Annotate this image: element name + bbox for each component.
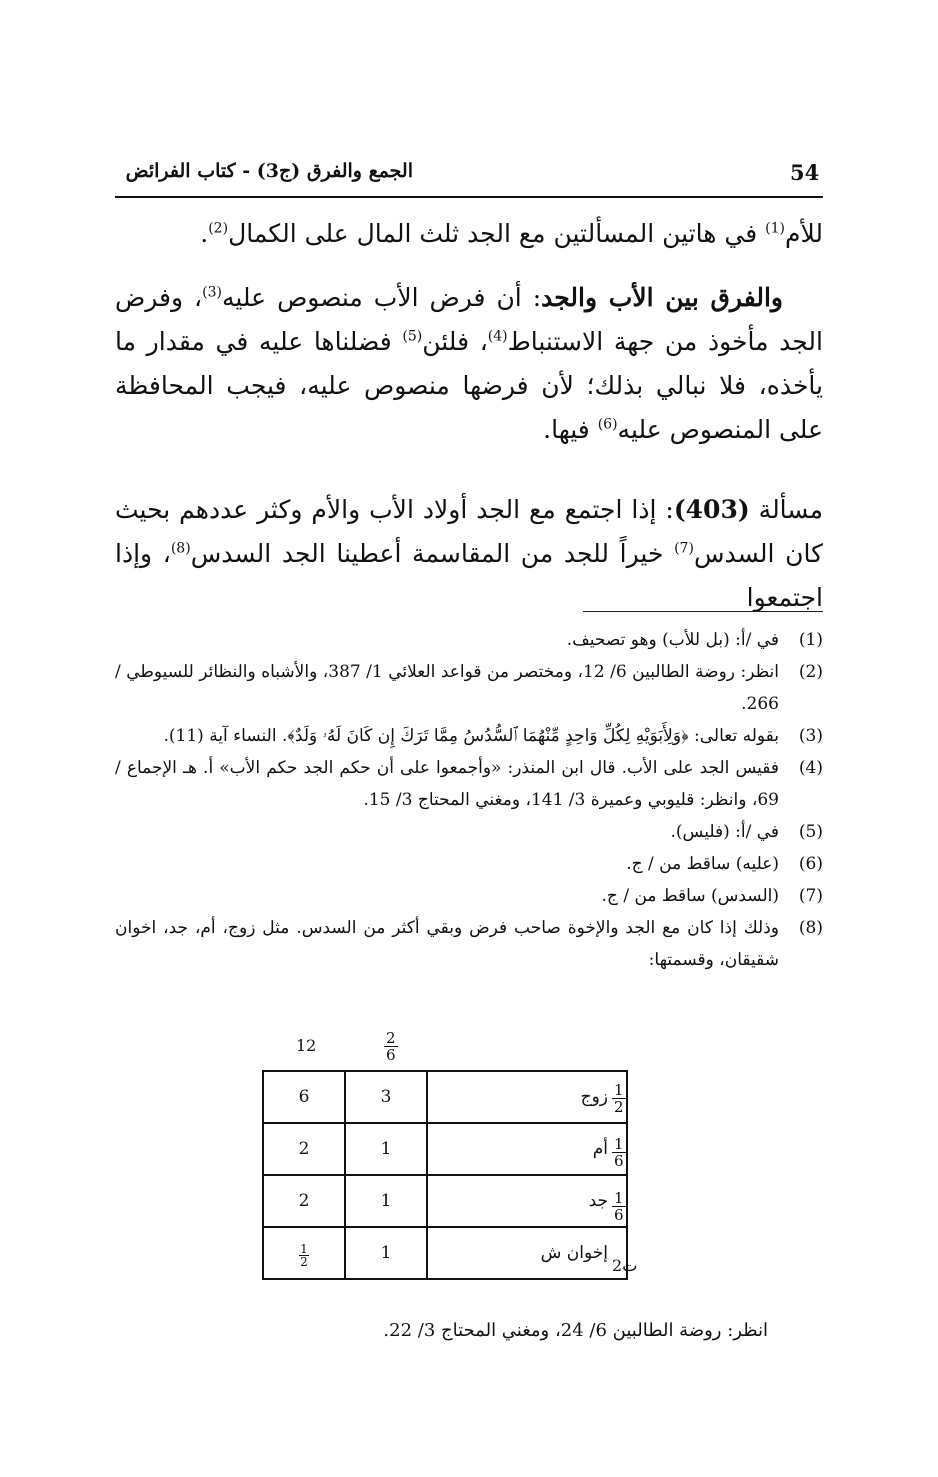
footnote-ref-6: (6) bbox=[597, 416, 618, 433]
footnote-text: بقوله تعالى: ﴿وَلِأَبَوَيْهِ لِكُلِّ وَاحِدٍ مِّنْهُمَا ٱلسُّدُسُ مِمَّا تَرَكَ إِن كَانَ لَهُۥ وَلَدٌ﴾. النساء آية (11). bbox=[163, 726, 779, 746]
footnote bbox=[115, 624, 823, 656]
p1-text-3: . bbox=[200, 219, 209, 248]
page-number: 54 bbox=[790, 160, 820, 185]
footnote-ref-5: (5) bbox=[402, 328, 423, 345]
footnote-ref-2: (2) bbox=[208, 220, 229, 237]
row-fraction bbox=[612, 1082, 626, 1115]
p2-text-3: ، فلئن bbox=[422, 327, 488, 356]
fraction-denominator: 6 bbox=[614, 1152, 624, 1170]
p3-text-1: : إذا اجتمع مع الجد أولاد الأب والأم وكثر عددهم بحيث كان السدس bbox=[115, 495, 823, 568]
heir-cell: جد bbox=[427, 1175, 627, 1227]
heir-cell: زوج bbox=[427, 1071, 627, 1123]
fraction-numerator: 1 bbox=[614, 1135, 624, 1153]
shares-cell: 1 bbox=[345, 1123, 427, 1175]
row-fraction bbox=[612, 1190, 626, 1223]
footnote-separator bbox=[583, 611, 823, 612]
shares-cell: 1 bbox=[345, 1227, 427, 1279]
heir-cell: أم bbox=[427, 1123, 627, 1175]
row-side-label: ت2 bbox=[612, 1256, 638, 1275]
footnote-text: (السدس) ساقط من / ج. bbox=[601, 886, 779, 906]
footnote-number: (1) bbox=[798, 630, 823, 650]
footnote bbox=[115, 912, 823, 976]
base-total: 12 bbox=[296, 1036, 317, 1055]
footnote bbox=[115, 848, 823, 880]
p1-text-1: للأم bbox=[784, 219, 823, 248]
fraction-numerator: 1 bbox=[614, 1081, 624, 1099]
p3-text-3: ، وإذا اجتمعوا bbox=[115, 539, 823, 612]
footnote-number: (6) bbox=[798, 854, 823, 874]
table-row bbox=[263, 1123, 627, 1175]
division-table bbox=[262, 1070, 628, 1280]
footnote-ref-8: (8) bbox=[170, 540, 191, 557]
table-row bbox=[263, 1227, 627, 1279]
footnote-text: (عليه) ساقط من / ج. bbox=[626, 854, 779, 874]
footnote-number: (3) bbox=[798, 726, 823, 746]
footnote bbox=[115, 656, 823, 720]
footnote bbox=[115, 752, 823, 816]
p1-text-2: في هاتين المسألتين مع الجد ثلث المال على الكمال bbox=[228, 219, 766, 248]
p2-heading: والفرق بين الأب والجد bbox=[541, 283, 783, 312]
fraction-numerator: 1 bbox=[614, 1189, 624, 1207]
fraction-denominator: 6 bbox=[614, 1206, 624, 1224]
total-cell: 2 bbox=[263, 1175, 345, 1227]
footnote-number: (2) bbox=[798, 662, 823, 682]
total-cell: 6 bbox=[263, 1071, 345, 1123]
base-fraction bbox=[384, 1030, 398, 1063]
p3-text-0: مسألة bbox=[749, 495, 823, 524]
footnote bbox=[115, 720, 823, 752]
heir-cell: إخوان ش bbox=[427, 1227, 627, 1279]
footnote-text: انظر: روضة الطالبين 6/ 12، ومختصر من قواعد العلائي 1/ 387، والأشباه والنظائر للسيوطي / 266. bbox=[115, 662, 779, 714]
fraction-numerator: 1 bbox=[300, 1242, 308, 1256]
total-cell: 2 bbox=[263, 1123, 345, 1175]
p2-text-4: فضلناها عليه في مقدار ما يأخذه، فلا نبالي بذلك؛ لأن فرضها منصوص عليه، فيجب المحافظة على المنصوص عليه bbox=[115, 327, 823, 444]
paragraph-3 bbox=[115, 488, 823, 620]
total-cell bbox=[263, 1227, 345, 1279]
shares-cell: 1 bbox=[345, 1175, 427, 1227]
footnote bbox=[115, 880, 823, 912]
row-fraction bbox=[612, 1136, 626, 1169]
footnote-number: (4) bbox=[798, 758, 823, 778]
header-rule bbox=[115, 196, 823, 198]
table-row bbox=[263, 1175, 627, 1227]
footnote-number: (7) bbox=[798, 886, 823, 906]
fraction-numerator: 2 bbox=[386, 1029, 396, 1047]
p2-text-2: ، وفرض الجد مأخوذ من جهة الاستنباط bbox=[115, 283, 823, 356]
p2-text-1: : أن فرض الأب منصوص عليه bbox=[221, 283, 542, 312]
footnote-number: (5) bbox=[798, 822, 823, 842]
fraction-denominator: 6 bbox=[386, 1046, 396, 1064]
fraction-denominator: 2 bbox=[300, 1255, 308, 1269]
inheritance-division bbox=[262, 1030, 662, 1300]
footnote-ref-4: (4) bbox=[487, 328, 508, 345]
running-title: الجمع والفرق (ج3) - كتاب الفرائض bbox=[125, 160, 413, 182]
paragraph-1 bbox=[115, 212, 823, 256]
problem-number: (403) bbox=[673, 495, 750, 524]
footnote-ref-3: (3) bbox=[202, 284, 222, 301]
footnotes bbox=[115, 624, 823, 976]
p2-text-5: فيها. bbox=[543, 415, 598, 444]
footnote-ref-7: (7) bbox=[674, 540, 694, 557]
table-source: انظر: روضة الطالبين 6/ 24، ومغني المحتاج 3/ 22. bbox=[383, 1320, 768, 1341]
footnote bbox=[115, 816, 823, 848]
footnote-text: في /أ: (فليس). bbox=[670, 822, 779, 842]
footnote-number: (8) bbox=[798, 918, 823, 938]
p3-text-2: خيراً للجد من المقاسمة أعطينا الجد السدس bbox=[190, 539, 675, 568]
total-fraction bbox=[299, 1243, 309, 1268]
paragraph-2 bbox=[115, 276, 823, 452]
table-row bbox=[263, 1071, 627, 1123]
footnote-text: في /أ: (بل للأب) وهو تصحيف. bbox=[566, 630, 779, 650]
footnote-text: فقيس الجد على الأب. قال ابن المنذر: «وأجمعوا على أن حكم الجد حكم الأب» أ. هـ الإجماع / 69، وانظر: قليوبي وعميرة 3/ 141، ومغني المحتاج 3/ 15. bbox=[115, 758, 779, 810]
shares-cell: 3 bbox=[345, 1071, 427, 1123]
footnote-text: وذلك إذا كان مع الجد والإخوة صاحب فرض وبقي أكثر من السدس. مثل زوج، أم، جد، اخوان شقيقان، وقسمتها: bbox=[115, 918, 779, 970]
footnote-ref-1: (1) bbox=[765, 220, 785, 237]
fraction-denominator: 2 bbox=[614, 1098, 624, 1116]
